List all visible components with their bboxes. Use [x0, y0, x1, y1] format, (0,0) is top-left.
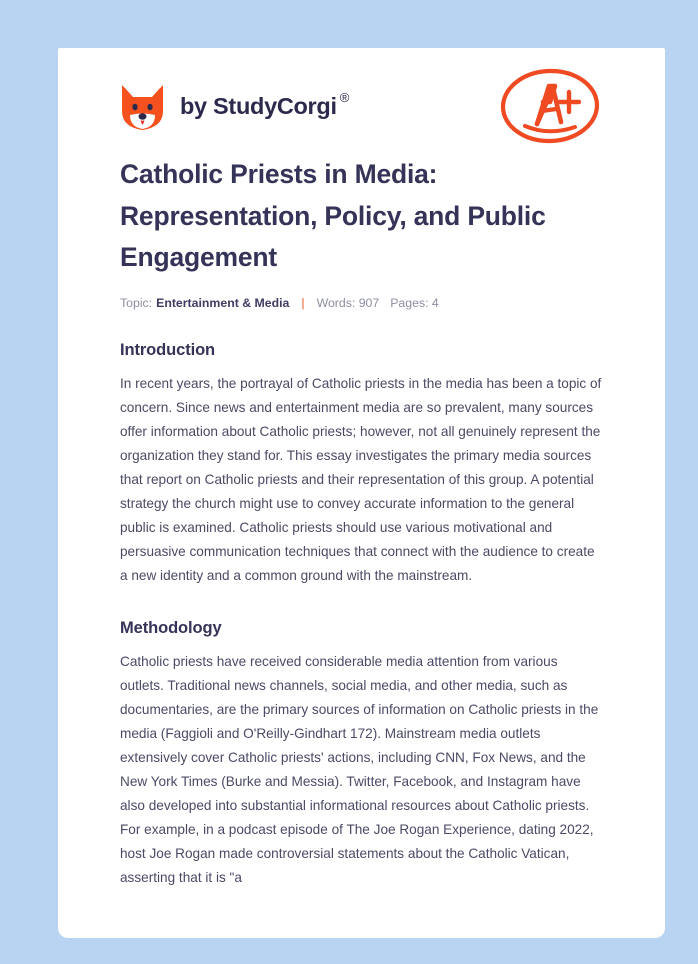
brand-name-text: [180, 89, 349, 120]
topic-value-link[interactable]: Entertainment & Media: [156, 295, 290, 310]
section-body-introduction: In recent years, the portrayal of Catholic priests in the media has been a topic of concern. Since news and entertainment media are so prevalent, many sources offer information about Catholic priests; however, not all genuinely represent the organization they stand for. This essay investigates the primary media sources that report on Catholic priests and their representation of this group. A potential strategy the church might use to convey accurate information to the general public is examined. Catholic priests should use various motivational and persuasive communication techniques that connect with the audience to create a new identity and a common ground with the mainstream.: [120, 375, 602, 583]
topic-label: Topic:: [120, 295, 153, 310]
registered-trademark-icon: ®: [339, 89, 349, 105]
words-count: Words: 907: [316, 295, 380, 310]
document-meta: [120, 296, 603, 310]
a-plus-grade-icon: [497, 64, 603, 148]
brand-header: [120, 48, 603, 152]
corgi-face-icon: [120, 81, 165, 131]
page-title: Catholic Priests in Media: Representation, Policy, and Public Engagement: [120, 159, 546, 272]
meta-separator: |: [301, 295, 305, 310]
section-heading-methodology: Methodology: [120, 618, 222, 637]
section-body-methodology: Catholic priests have received considerable media attention from various outlets. Traditional news channels, social media, and other media, such as documentaries, are the primary sources of information on Catholic priests in the media (Faggioli and O'Reilly-Gindhart 172). Mainstream media outlets extensively cover Catholic priests' actions, including CNN, Fox News, and the New York Times (Burke and Messia). Twitter, Facebook, and Instagram have also developed into substantial informational resources about Catholic priests. For example, in a podcast episode of The Joe Rogan Experience, dating 2022, host Joe Rogan made controversial statements about the Catholic Vatican, asserting that it is "a: [120, 653, 599, 885]
brand-name-label: by StudyCorgi: [180, 92, 337, 119]
pages-count: Pages: 4: [390, 295, 439, 310]
document-paper: [58, 48, 665, 938]
section-heading-introduction: Introduction: [120, 340, 216, 359]
brand-logo-group[interactable]: [120, 81, 349, 131]
